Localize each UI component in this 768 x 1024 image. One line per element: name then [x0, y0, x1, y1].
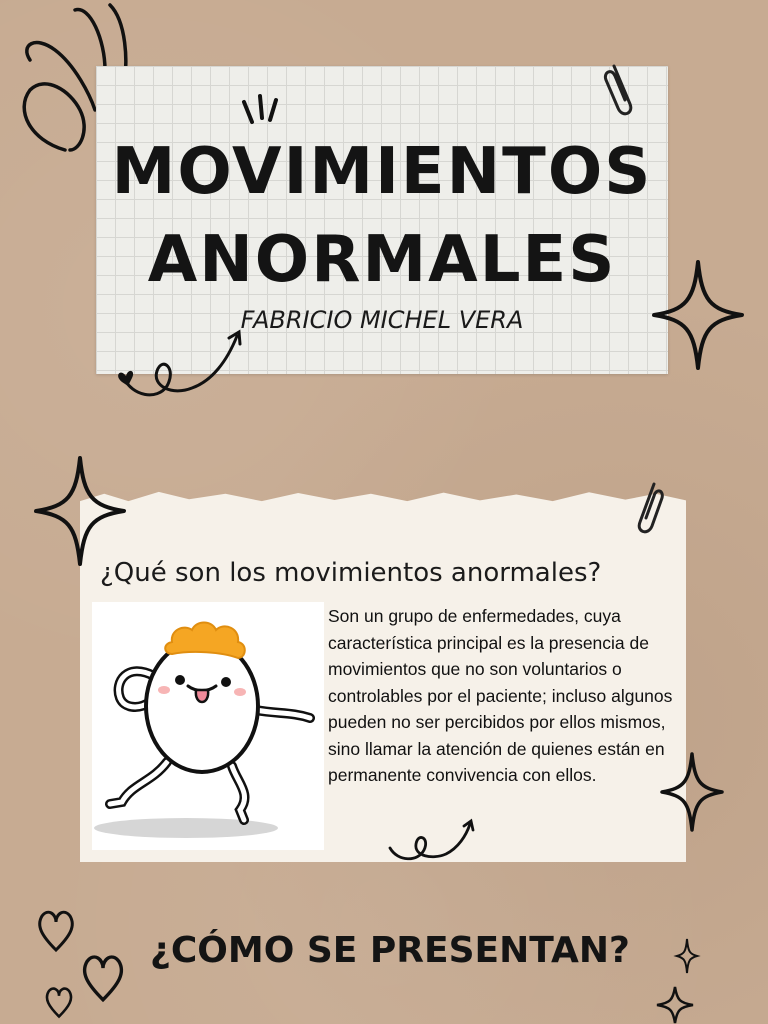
page-title [96, 128, 668, 304]
sparkle-star-icon [34, 456, 126, 566]
heart-icon [80, 950, 126, 1002]
paperclip-icon [600, 58, 640, 118]
question-heading: ¿Qué son los movimientos anormales? [100, 558, 602, 588]
paperclip-icon [628, 478, 668, 538]
heart-icon [36, 906, 76, 952]
heart-arrow-icon [384, 818, 480, 864]
title-line-2: ANORMALES [147, 223, 617, 297]
accent-strokes-icon [236, 92, 286, 132]
heart-icon [44, 984, 74, 1018]
section-heading: ¿CÓMO SE PRESENTAN? [150, 930, 630, 971]
title-line-1: MOVIMIENTOS [111, 135, 653, 209]
sparkle-star-icon [652, 260, 744, 370]
mascot-icon [92, 602, 324, 850]
sparkle-star-icon [660, 752, 724, 832]
heart-arrow-icon [112, 326, 252, 406]
sparkle-star-icon [676, 938, 698, 974]
author-name: FABRICIO MICHEL VERA [240, 306, 524, 334]
mascot-illustration [92, 602, 324, 850]
intro-body-text: Son un grupo de enfermedades, cuya característica principal es la presencia de movimientos que no son voluntarios o controlables por el paciente; incluso algunos pueden no ser percibidos por ellos mismos, sino llamar la atención de quienes están en permanente convivencia con ellos. [328, 606, 673, 785]
sparkle-star-icon [656, 986, 694, 1024]
